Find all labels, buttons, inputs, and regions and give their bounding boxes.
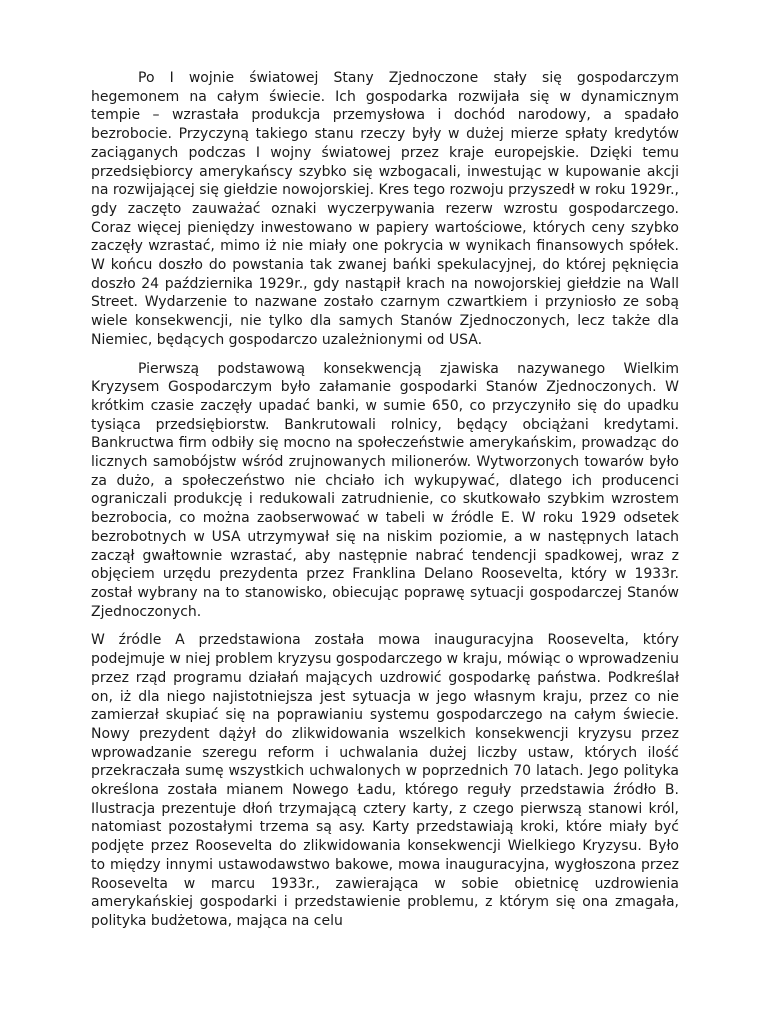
document-page bbox=[91, 69, 679, 941]
paragraph-2: Pierwszą podstawową konsekwencją zjawiska nazywanego Wielkim Kryzysem Gospodarczym było załamanie gospodarki Stanów Zjednoczonych. W krótkim czasie zaczęły upadać banki, w sumie 650, co przyczyniło się do upadku tysiąca przedsiębiorstw. Bankrutowali rolnicy, będący obciążani kredytami. Bankructwa firm odbiły się mocno na społeczeństwie amerykańskim, prowadząc do licznych samobójstw wśród zrujnowanych milionerów. Wytworzonych towarów było za dużo, a społeczeństwo nie chciało ich wykupywać, dlatego ich producenci ograniczali produkcję i redukowali zatrudnienie, co skutkowało szybkim wzrostem bezrobocia, co można zaobserwować w tabeli w źródle E. W roku 1929 odsetek bezrobotnych w USA utrzymywał się na niskim poziomie, a w następnych latach zaczął gwałtownie wzrastać, aby następnie nabrać tendencji spadkowej, wraz z objęciem urzędu prezydenta przez Franklina Delano Roosevelta, który w 1933r. został wybrany na to stanowisko, obiecując poprawę sytuacji gospodarczej Stanów Zjednoczonych. bbox=[91, 360, 679, 620]
paragraph-1: Po I wojnie światowej Stany Zjednoczone stały się gospodarczym hegemonem na całym świecie. Ich gospodarka rozwijała się w dynamicznym tempie – wzrastała produkcja przemysłowa i dochód narodowy, a spadało bezrobocie. Przyczyną takiego stanu rzeczy były w dużej mierze spłaty kredytów zaciąganych podczas I wojny światowej przez kraje europejskie. Dzięki temu przedsiębiorcy amerykańscy szybko się wzbogacali, inwestując w kupowanie akcji na rozwijającej się giełdzie nowojorskiej. Kres tego rozwoju przyszedł w roku 1929r., gdy zaczęto zauważać oznaki wyczerpywania rezerw wzrostu gospodarczego. Coraz więcej pieniędzy inwestowano w papiery wartościowe, których ceny szybko zaczęły wzrastać, mimo iż nie miały one pokrycia w wynikach finansowych spółek. W końcu doszło do powstania tak zwanej bańki spekulacyjnej, do której pęknięcia doszło 24 października 1929r., gdy nastąpił krach na nowojorskiej giełdzie na Wall Street. Wydarzenie to nazwane zostało czarnym czwartkiem i przyniosło ze sobą wiele konsekwencji, nie tylko dla samych Stanów Zjednoczonych, lecz także dla Niemiec, będących gospodarczo uzależnionymi od USA. bbox=[91, 70, 679, 348]
paragraph-3: W źródle A przedstawiona została mowa inauguracyjna Roosevelta, który podejmuje w niej problem kryzysu gospodarczego w kraju, mówiąc o wprowadzeniu przez rząd programu działań mających uzdrowić gospodarkę państwa. Podkreślał on, iż dla niego najistotniejsza jest sytuacja w jego własnym kraju, przez co nie zamierzał skupiać się na poprawianiu systemu gospodarczego na całym świecie. Nowy prezydent dążył do zlikwidowania wszelkich konsekwencji kryzysu przez wprowadzanie szeregu reform i uchwalania dużej liczby ustaw, których ilość przekraczała sumę wszystkich uchwalonych w poprzednich 70 latach. Jego polityka określona została mianem Nowego Ładu, którego reguły przedstawia źródło B. Ilustracja prezentuje dłoń trzymającą cztery karty, z czego pierwszą stanowi król, natomiast pozostałymi trzema są asy. Karty przedstawiają kroki, które miały być podjęte przez Roosevelta do zlikwidowania konsekwencji Wielkiego Kryzysu. Było to między innymi ustawodawstwo bakowe, mowa inauguracyjna, wygłoszona przez Roosevelta w marcu 1933r., zawierająca w sobie obietnicę uzdrowienia amerykańskiej gospodarki i przedstawienie problemu, z którym się ona zmagała, polityka budżetowa, mająca na celu bbox=[91, 632, 679, 929]
